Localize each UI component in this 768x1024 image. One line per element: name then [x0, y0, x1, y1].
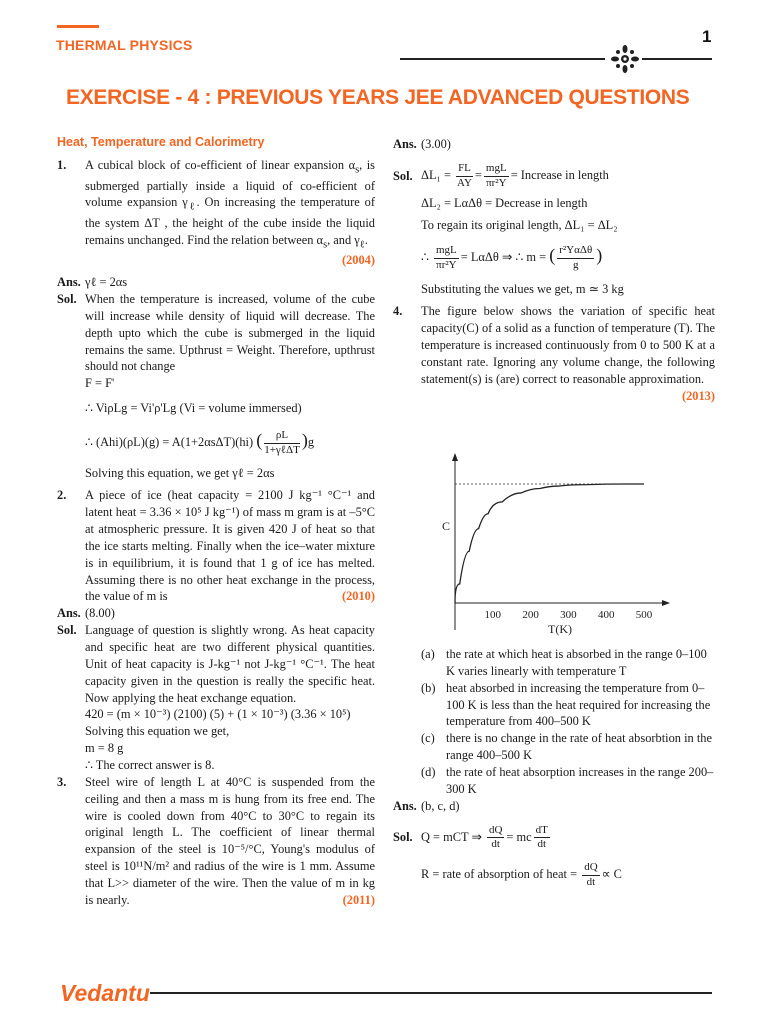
answer-value: (b, c, d) — [421, 798, 460, 813]
specific-heat-chart — [420, 448, 675, 643]
question-2 — [57, 487, 375, 605]
equation: To regain its original length, ΔL₁ = ΔL₂ — [421, 218, 618, 233]
option-item — [421, 764, 715, 798]
solution-block: Sol. Q = mCT ⇒ $\frac{dQ}{dt}$ = mc $\frac{dT}{dt}$ — [393, 824, 715, 853]
series-line — [455, 484, 644, 603]
question-number: 4. — [393, 304, 403, 319]
option-label: (c) — [421, 731, 435, 746]
answer-value: (3.00) — [421, 137, 451, 151]
question-text: The figure below shows the variation of specific heat capacity(C) of a solid as a function of temperature (T). The temperature is increased continuously from 0 to 500 K at a constant rate. Ignoring any volume change, the following statement(s) is (are) correct to reasonable approximation. (2013) — [421, 304, 715, 403]
question-year: (2010) — [341, 589, 375, 604]
x-tick-label: 100 — [484, 609, 502, 621]
x-tick-label: 500 — [635, 609, 653, 621]
page-number: 1 — [702, 27, 712, 46]
vedantu-logo: Vedantu — [60, 980, 150, 1006]
option-text: there is no change in the rate of heat absorbtion in the range 400–500 K — [446, 731, 712, 763]
question-number: 3. — [57, 774, 67, 789]
solution-block: Sol. When the temperature is increased, volume of the cube will increase while density of liquid will decrease. The depth upto which the cube is submerged in the liquid remains the same. Upthrust = Weight. Therefore, upthrust should not change — [57, 291, 375, 374]
question-year: (2004) — [341, 253, 375, 268]
exercise-title: EXERCISE - 4 : PREVIOUS YEARS JEE ADVANCED QUESTIONS — [66, 86, 690, 109]
section-title: THERMAL PHYSICS — [56, 37, 193, 53]
question-text: A piece of ice (heat capacity = 2100 J kg⁻¹ °C⁻¹ and latent heat = 3.36 × 10⁵ J kg⁻¹) of mass m gram is at –5°C at atmospheric pressure. It is given 420 J of heat so that the ice starts melting. Finally when the ice–water mixture is in equilibrium, it is found that 1 g of ice has melted. Assuming there is no other heat exchange in the process, the value of m is (2010) — [85, 488, 375, 604]
solution-result: Substituting the values we get, m ≃ 3 kg — [421, 282, 624, 297]
question-text: A cubical block of co-efficient of linear expansion $\alpha_s$, is submerged partially inside a liquid of co-efficient of volume expansion $\gamma_\ell$. On increasing the temperature of the system ΔT , the height of the cube inside the liquid remains unchanged. Find the relation between $\alpha_s$, and $\gamma_\ell$. (2004) — [85, 158, 375, 268]
answer-value: (8.00) — [85, 606, 115, 621]
question-number: 2. — [57, 488, 67, 503]
option-label: (a) — [421, 647, 435, 661]
ornament-icon — [611, 44, 639, 74]
option-item — [421, 730, 715, 764]
option-text: the rate at which heat is absorbed in the range 0–100 K varies linearly with temperature T — [446, 647, 707, 678]
left-column — [57, 134, 375, 909]
equation: ∴ $\frac{\text{mgL}}{\text{πr²Y}}$ = LαΔθ ⇒ ∴ m = ( $\frac{\text{r²YαΔθ}}{g}$ ) — [421, 243, 603, 271]
solution-result: Solving this equation, we get γℓ = 2αs — [85, 466, 275, 481]
equation: R = rate of absorption of heat = $\frac{dQ}{dt}$ ∝ C — [421, 861, 622, 888]
option-label: (d) — [421, 765, 436, 780]
equation: Q = mCT ⇒ $\frac{dQ}{dt}$ = mc $\frac{dT}{dt}$ — [421, 823, 548, 851]
solution-block: Sol. Language of question is slightly wrong. As heat capacity and specific heat are two different physical quantities. Unit of heat capacity is J-kg⁻¹ not J-kg⁻¹ °C⁻¹. The heat capacity given in the question is really the specific heat. Now applying the heat exchange equation. — [57, 623, 375, 705]
option-item — [421, 646, 715, 680]
subheading: Heat, Temperature and Calorimetry — [57, 135, 265, 149]
equation: F = F' — [85, 376, 115, 391]
answer-line: Ans. (8.00) — [57, 606, 115, 621]
answer-line: Ans. (3.00) — [393, 137, 451, 151]
equation: Solving this equation we get, — [85, 724, 230, 739]
solution-text: When the temperature is increased, volume of the cube will increase while density of liquid will decrease. The depth upto which the cube is submerged in the liquid remains the same. Upthrust = Weight. Therefore, upthrust should not change — [85, 291, 375, 374]
answer-line: Ans. γℓ = 2αs — [57, 275, 128, 290]
answer-value: γℓ = 2αs — [85, 275, 128, 290]
option-label: (b) — [421, 680, 436, 695]
footer-rule — [150, 992, 712, 994]
equation: ∴ ViρLg = Vi'ρ'Lg (Vi = volume immersed) — [85, 401, 302, 416]
option-text: heat absorbed in increasing the temperature from 0–100 K is less than the heat required for increasing the temperature from 400–500 K — [446, 680, 711, 729]
header-accent-line — [57, 25, 99, 28]
option-item — [421, 680, 715, 731]
y-axis-arrow — [452, 453, 458, 461]
equation: m = 8 g — [85, 741, 124, 756]
question-year: (2011) — [342, 892, 375, 907]
equation: ∴ The correct answer is 8. — [85, 757, 215, 772]
x-axis-label: T(K) — [548, 622, 572, 636]
solution-block: Sol. ΔL₁ = $\frac{FL}{AY}$ = $\frac{\text{mgL}}{\text{πr²Y}}$ = Increase in length — [393, 161, 609, 189]
header-rule-right — [642, 58, 712, 60]
right-column — [393, 136, 715, 405]
equation: 420 = (m × 10⁻³) (2100) (5) + (1 × 10⁻³) (3.36 × 10⁵) — [85, 707, 351, 722]
equation: ∴ (Ahi)(ρL)(g) = A(1+2αsΔT)(hi) ( $\frac{\rho L}{\text{1+γℓΔT}}$ )g — [85, 428, 315, 456]
x-tick-label: 200 — [522, 609, 539, 621]
x-tick-label: 300 — [560, 609, 577, 621]
equation: ΔL₂ = LαΔθ = Decrease in length — [421, 196, 588, 211]
solution-text: Language of question is slightly wrong. As heat capacity and specific heat are two different physical quantities. Unit of heat capacity is J-kg⁻¹ not J-kg⁻¹ °C⁻¹. The heat capacity given in the question is really the specific heat. Now applying the heat exchange equation. — [85, 623, 375, 705]
option-text: the rate of heat absorption increases in the range 200–300 K — [446, 765, 714, 796]
question-number: 1. — [57, 158, 67, 172]
question-1 — [57, 157, 375, 269]
x-tick-label: 400 — [597, 609, 615, 621]
question-4 — [393, 303, 715, 404]
q4-options-block — [393, 646, 715, 890]
question-year: (2013) — [681, 388, 715, 403]
question-text: Steel wire of length L at 40°C is suspended from the ceiling and then a mass m is hung from its free end. The wire is cooled down from 40°C to 30°C to regain its original length L. The coefficient of linear thermal expansion of the steel is 10⁻⁵/°C, Young's modulus of steel is 10¹¹N/m² and radius of the wire is 1 mm. Assume that L>> diameter of the wire. Then the value of m in kg is nearly. (2011) — [85, 774, 375, 907]
equation: ΔL₁ = $\frac{FL}{AY}$ = $\frac{\text{mgL}}{\text{πr²Y}}$ = Increase in length — [421, 161, 609, 189]
y-axis-label: C — [442, 519, 451, 533]
answer-line: Ans. (b, c, d) — [393, 798, 460, 813]
x-axis-arrow — [662, 600, 670, 606]
header-rule — [400, 58, 605, 60]
question-3 — [57, 774, 375, 909]
